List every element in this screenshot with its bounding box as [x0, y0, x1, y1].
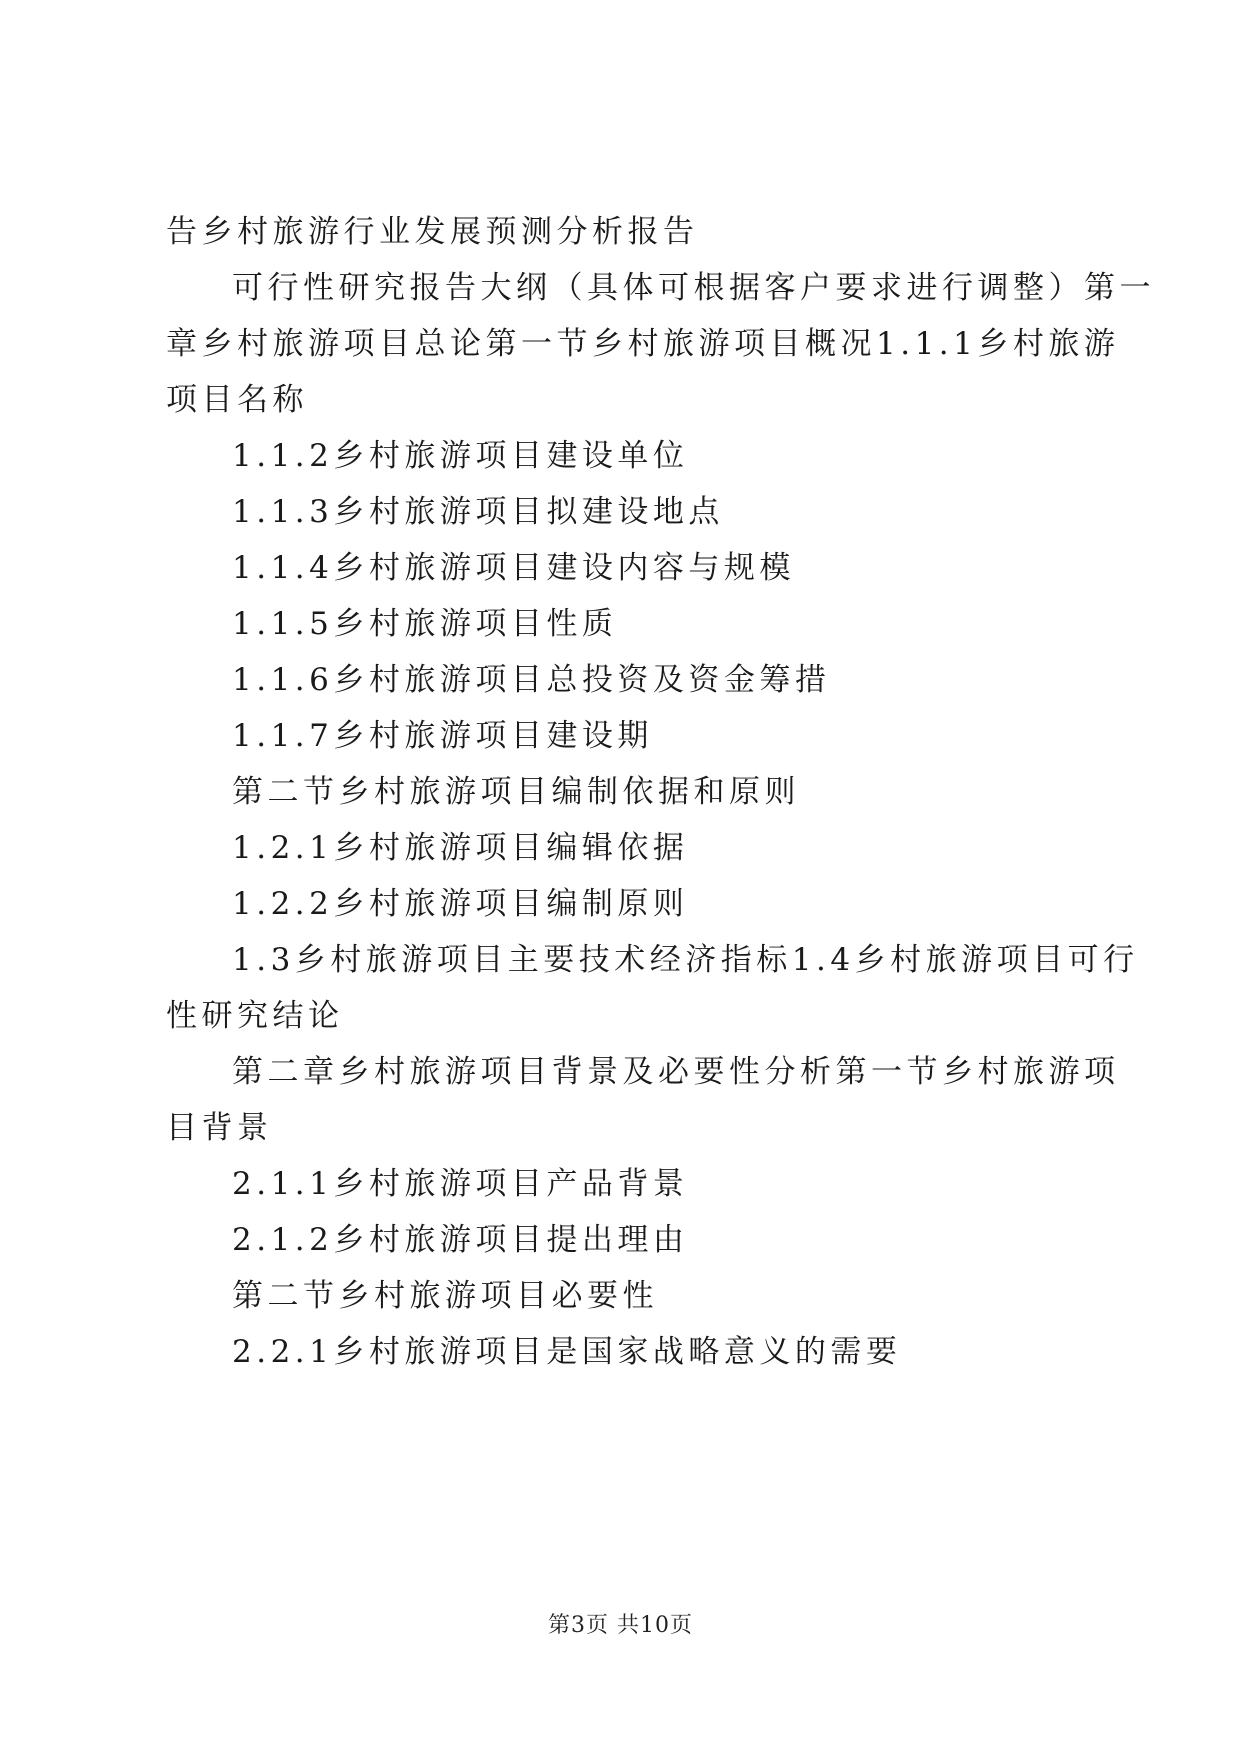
text-line: 项目名称 [166, 382, 308, 418]
page-number-footer: 第3页 共10页 [548, 1613, 693, 1638]
text-line: 目背景 [166, 1110, 273, 1146]
text-line: 1.1.6乡村旅游项目总投资及资金筹措 [232, 662, 831, 698]
text-line: 第二节乡村旅游项目编制依据和原则 [232, 774, 800, 810]
text-line: 1.1.4乡村旅游项目建设内容与规模 [232, 550, 795, 586]
text-line: 性研究结论 [166, 998, 344, 1034]
text-line: 可行性研究报告大纲（具体可根据客户要求进行调整）第一 [232, 270, 1155, 306]
text-line: 1.2.2乡村旅游项目编制原则 [232, 886, 689, 922]
text-line: 1.2.1乡村旅游项目编辑依据 [232, 830, 689, 866]
text-line: 第二章乡村旅游项目背景及必要性分析第一节乡村旅游项 [232, 1054, 1120, 1090]
text-line: 1.1.5乡村旅游项目性质 [232, 606, 618, 642]
text-line: 2.2.1乡村旅游项目是国家战略意义的需要 [232, 1334, 902, 1370]
text-line: 告乡村旅游行业发展预测分析报告 [166, 214, 699, 250]
text-line: 1.3乡村旅游项目主要技术经济指标1.4乡村旅游项目可行 [232, 942, 1139, 978]
text-line: 1.1.7乡村旅游项目建设期 [232, 718, 653, 754]
text-line: 1.1.3乡村旅游项目拟建设地点 [232, 494, 724, 530]
text-line: 2.1.2乡村旅游项目提出理由 [232, 1222, 689, 1258]
text-line: 1.1.2乡村旅游项目建设单位 [232, 438, 689, 474]
text-line: 2.1.1乡村旅游项目产品背景 [232, 1166, 689, 1202]
text-line: 章乡村旅游项目总论第一节乡村旅游项目概况1.1.1乡村旅游 [166, 326, 1120, 362]
text-line: 第二节乡村旅游项目必要性 [232, 1278, 658, 1314]
